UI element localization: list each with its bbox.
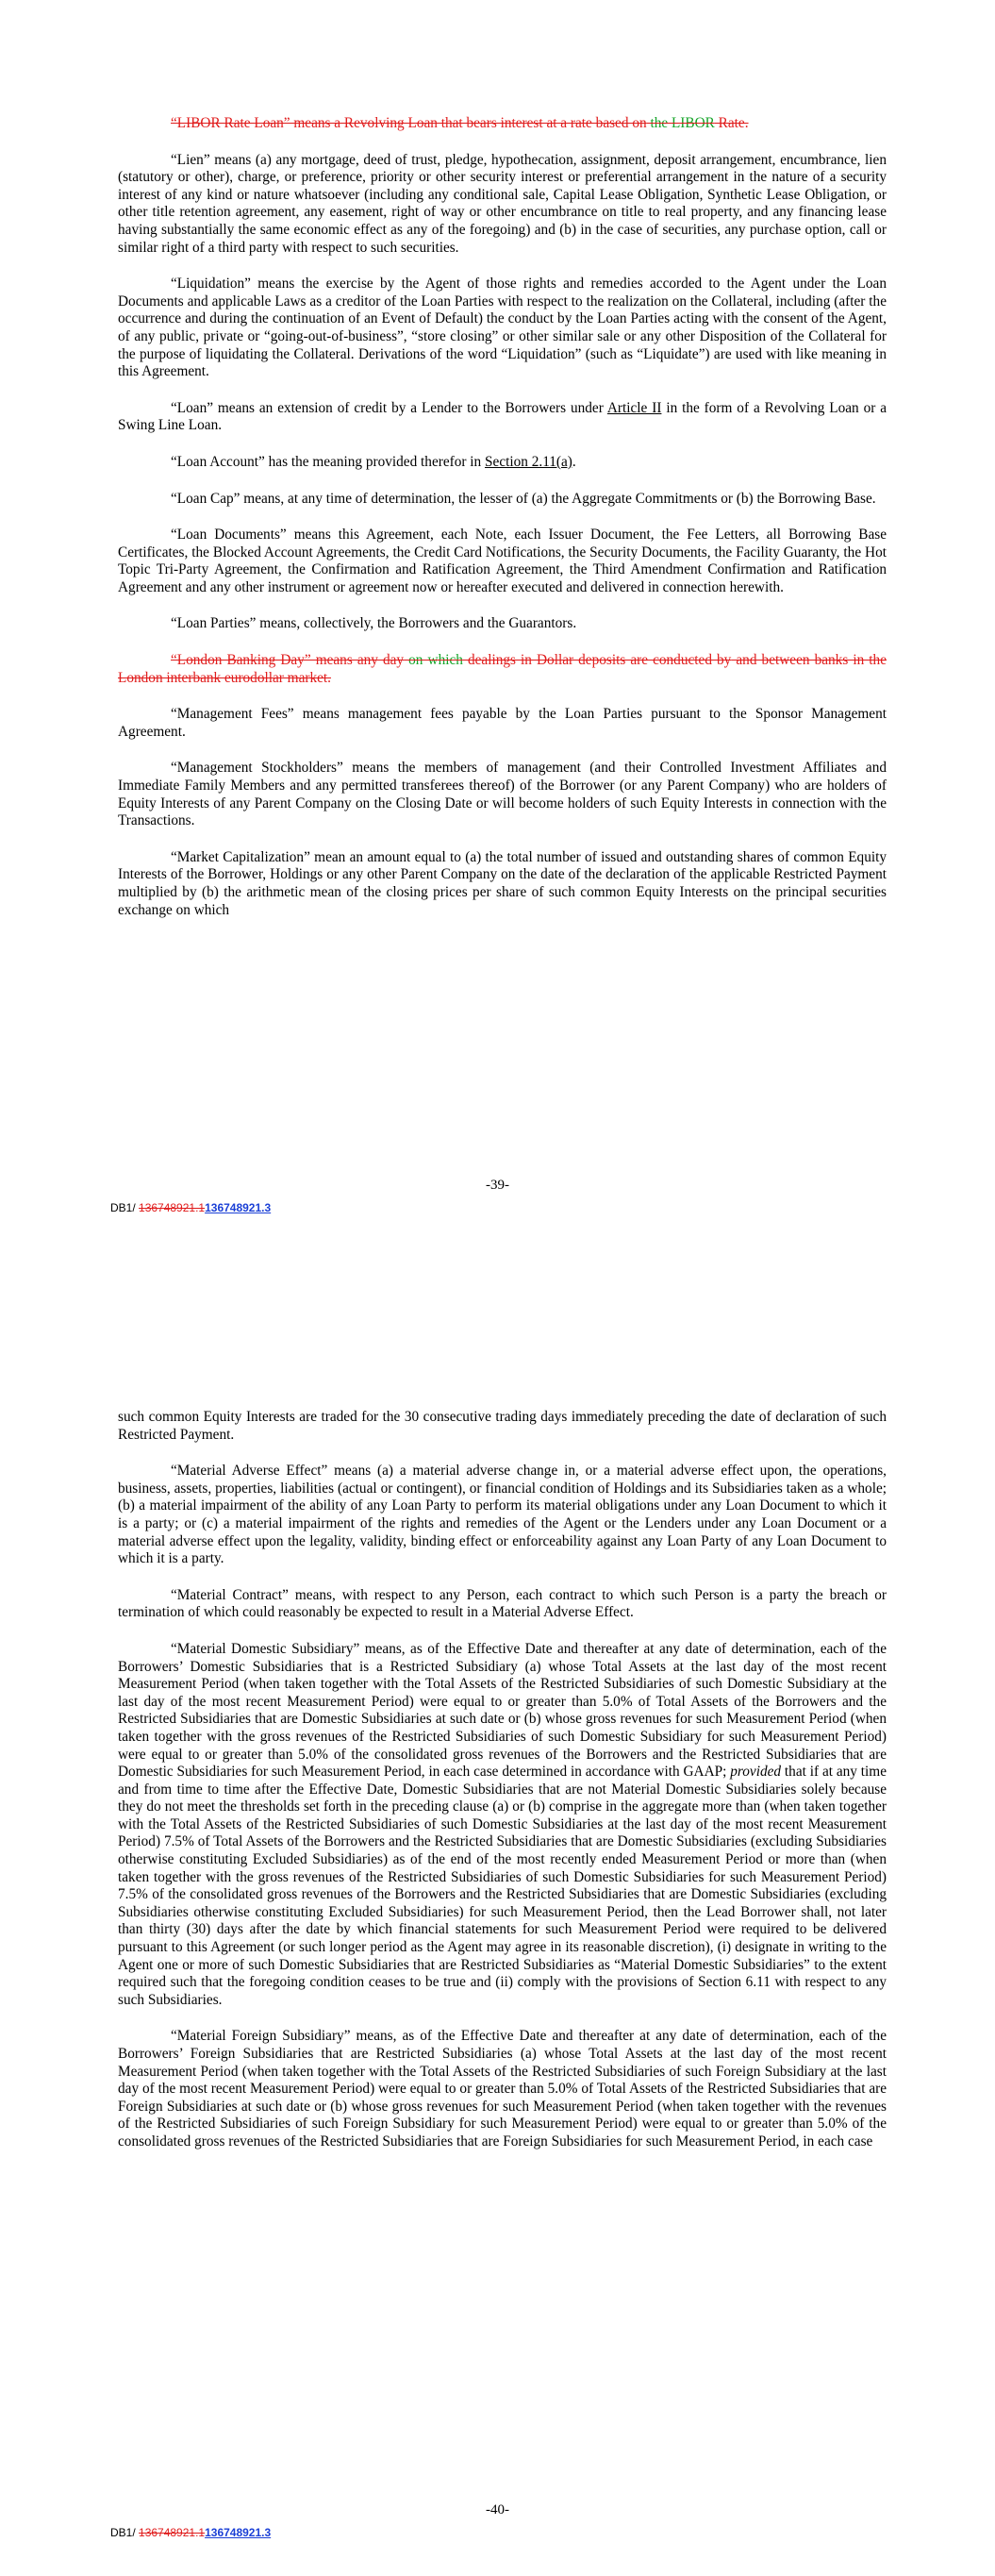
text: “Loan” means an extension of credit by a Lender to the Borrowers under — [171, 399, 607, 416]
italic-text: provided — [730, 1764, 782, 1781]
definition-loan-documents: “Loan Documents” means this Agreement, each Note, each Issuer Document, the Fee Letters, all Borrowing Base Certificates, the Blocked Account Agreements, the Credit Card Notifications, the Security Documents, the Facility Guaranty, the Hot Topic Tri-Party Agreement, the Confirmation and Ratification Agreement, the Third Amendment Confirmation and Ratification Agreement and any other instrument or agreement now or hereafter executed and delivered in connection herewith. — [118, 527, 887, 595]
page-40 — [0, 1250, 995, 2576]
deleted-text: “London Banking Day” means any day — [171, 652, 405, 669]
document-id-footer — [110, 2526, 271, 2539]
page-number: -40- — [486, 2502, 509, 2517]
moved-text: the LIBOR — [646, 115, 715, 131]
definition-loan-cap: “Loan Cap” means, at any time of determination, the lesser of (a) the Aggregate Commitments or (b) the Borrowing Base. — [171, 490, 876, 507]
article-reference: Article II — [606, 399, 662, 416]
text: in the form of a Revolving Loan or a Swing Line Loan. — [118, 399, 887, 434]
deleted-text: dealings in Dollar deposits are conducted by — [462, 652, 732, 669]
section-reference: Section 2.11(a) — [485, 453, 572, 470]
definition-management-fees: “Management Fees” means management fees payable by the Loan Parties pursuant to the Sponsor Management Agreement. — [118, 706, 887, 740]
definition-material-domestic-subsidiary — [118, 1641, 887, 2009]
definition-market-capitalization-continued: such common Equity Interests are traded for the 30 consecutive trading days immediately preceding the date of declaration of such Restricted Payment. — [118, 1409, 887, 1443]
page-39-body — [118, 115, 887, 938]
document-id-footer — [110, 1201, 271, 1214]
page-39 — [0, 0, 995, 1250]
definition-material-contract: “Material Contract” means, with respect to any Person, each contract to which such Person is a party the breach or termination of which could reasonably be expected to result in a Material Adverse Effect. — [118, 1586, 887, 1621]
page-40-body — [118, 1409, 887, 2170]
text: . — [572, 453, 576, 470]
page-number: -39- — [486, 1178, 509, 1193]
definition-loan-account — [118, 454, 887, 472]
footer-new-id: 136748921.3 — [205, 2526, 272, 2539]
deleted-text: and between banks in the London interbank eurodollar market. — [118, 652, 887, 686]
definition-material-foreign-subsidiary: “Material Foreign Subsidiary” means, as of the Effective Date and thereafter at any date of determination, each of the Borrowers’ Foreign Subsidiaries that are Restricted Subsidiaries (a) whose Total Assets at the last day of the most recent Measurement Period (when taken together with the Total Assets of the Restricted Subsidiaries of such Foreign Subsidiary at the last day of the most recent Measurement Period) were equal to or greater than 5.0% of Total Assets of the Restricted Subsidiaries that are Foreign Subsidiaries at such date or (b) whose gross revenues for such Measurement Period (when taken together with the revenues of the Restricted Subsidiaries of such Foreign Subsidiary for such Measurement Period) were equal to or greater than 5.0% of the consolidated gross revenues of the Restricted Subsidiaries that are Foreign Subsidiaries for such Measurement Period, in each case — [118, 2028, 887, 2149]
definition-loan-parties: “Loan Parties” means, collectively, the Borrowers and the Guarantors. — [171, 615, 577, 632]
definition-lien: “Lien” means (a) any mortgage, deed of trust, pledge, hypothecation, assignment, deposit arrangement, encumbrance, lien (statutory or other), charge, or preference, priority or other security interest or preferential arrangement in the nature of a security interest of any kind or nature whatsoever (including any conditional sale, Capital Lease Obligation, Synthetic Lease Obligation, or other title retention agreement, any easement, right of way or other encumbrance on title to real property, and any financing lease having substantially the same economic effect as any of the foregoing) and (b) in the case of securities, any purchase option, call or similar right of a third party with respect to such securities. — [118, 151, 887, 256]
definition-liquidation: “Liquidation” means the exercise by the Agent of those rights and remedies accorded to the Agent under the Loan Documents and applicable Laws as a creditor of the Loan Parties with respect to the realization on the Collateral, including (after the occurrence and during the continuation of an Event of Default) the conduct by the Loan Parties acting with the consent of the Agent, of any public, private or “going-out-of-business”, “store closing” or other similar sale or any other Disposition of the Collateral for the purpose of liquidating the Collateral. Derivations of the word “Liquidation” (such as “Liquidate”) are used with like meaning in this Agreement. — [118, 276, 887, 380]
definition-market-capitalization: “Market Capitalization” mean an amount equal to (a) the total number of issued and outstanding shares of common Equity Interests of the Borrower, Holdings or any other Parent Company on the date of the declaration of the applicable Restricted Payment multiplied by (b) the arithmetic mean of the closing prices per share of such common Equity Interests on the principal securities exchange on which — [118, 848, 887, 918]
footer-old-id: 136748921.1 — [139, 1201, 206, 1214]
text: that if at any time and from time to time after the Effective Date, Domestic Subsidiaries that are not Material Domestic Subsidiaries solely because they do not meet the thresholds set forth in the preceding clause (a) or (b) comprise in the aggregate more than (when taken together with the Total Assets of the Restricted Subsidiaries of such Domestic Subsidiaries at the last day of the most recent Measurement Period) 7.5% of Total Assets of the Borrowers and the Restricted Subsidiaries that are Domestic Subsidiaries (excluding Subsidiaries otherwise constituting Excluded Subsidiaries) as of the end of the most recently ended Measurement Period or more than (when taken together with the gross revenues of the Restricted Subsidiaries of such Domestic Subsidiaries for such Measurement Period) 7.5% of the consolidated gross revenues of the Borrowers and the Restricted Subsidiaries that are Domestic Subsidiaries (excluding Subsidiaries otherwise constituting Excluded Subsidiaries) for such Measurement Period, then the Lead Borrower shall, not later than thirty (30) days after the date by which financial statements for such Measurement Period were required to be delivered pursuant to this Agreement (or such longer period as the Agent may agree in its reasonable discretion), (i) designate in writing to the Agent one or more of such Domestic Subsidiaries that are Restricted Subsidiaries as “Material Domestic Subsidiaries” to the extent required such that the foregoing condition ceases to be true and (ii) comply with the provisions of Section 6.11 with respect to any such Subsidiaries. — [118, 1764, 887, 2008]
definition-loan — [118, 400, 887, 435]
deleted-text: Rate. — [714, 115, 749, 131]
footer-prefix: DB1/ — [110, 1201, 140, 1214]
definition-material-adverse-effect: “Material Adverse Effect” means (a) a material adverse change in, or a material adverse effect upon, the operations, business, assets, properties, liabilities (actual or contingent), or financial condition of Holdings and its Subsidiaries taken as a whole; (b) a material impairment of the ability of any Loan Party to perform its material obligations under any Loan Document to which it is a party; or (c) a material impairment of the rights and remedies of the Agent or the Lenders under any Loan Document or a material adverse effect upon the legality, validity, binding effect or enforceability against any Loan Party of any Loan Document to which it is a party. — [118, 1463, 887, 1567]
definition-management-stockholders: “Management Stockholders” means the members of management (and their Controlled Investment Affiliates and Immediate Family Members and any permitted transferees thereof) of the Borrower (or any Parent Company) who are holders of Equity Interests of any Parent Company on the Closing Date or will become holders of such Equity Interests in connection with the Transactions. — [118, 760, 887, 829]
footer-new-id: 136748921.3 — [205, 1201, 272, 1214]
text: “Loan Account” has the meaning provided therefor in — [171, 453, 486, 470]
moved-text: on which — [404, 652, 463, 669]
footer-old-id: 136748921.1 — [139, 2526, 206, 2539]
definition-libor-rate-loan — [118, 115, 887, 133]
deleted-text: “LIBOR Rate Loan” means a Revolving Loan that bears interest at a rate based on — [171, 115, 647, 131]
footer-prefix: DB1/ — [110, 2526, 140, 2539]
text: “Material Domestic Subsidiary” means, as of the Effective Date and thereafter at any date of determination, each of the Borrowers’ Domestic Subsidiaries that is a Restricted Subsidiary (a) whose Total Assets at the last day of the most recent Measurement Period (when taken together with the Total Assets of the Restricted Subsidiaries of such Domestic Subsidiary at the last day of the most recent Measurement Period) were equal to or greater than 5.0% of Total Assets of the Borrowers and the Restricted Subsidiaries that are Domestic Subsidiaries at such date or (b) whose gross revenues for such Measurement Period (when taken together with the gross revenues of the Restricted Subsidiaries of such Domestic Subsidiary for such Measurement Period) were equal to or greater than 5.0% of the consolidated gross revenues of the Borrowers and the Restricted Subsidiaries that are Domestic Subsidiaries for such Measurement Period, in each case determined in accordance with GAAP; — [118, 1640, 887, 1781]
definition-london-banking-day — [118, 652, 887, 687]
